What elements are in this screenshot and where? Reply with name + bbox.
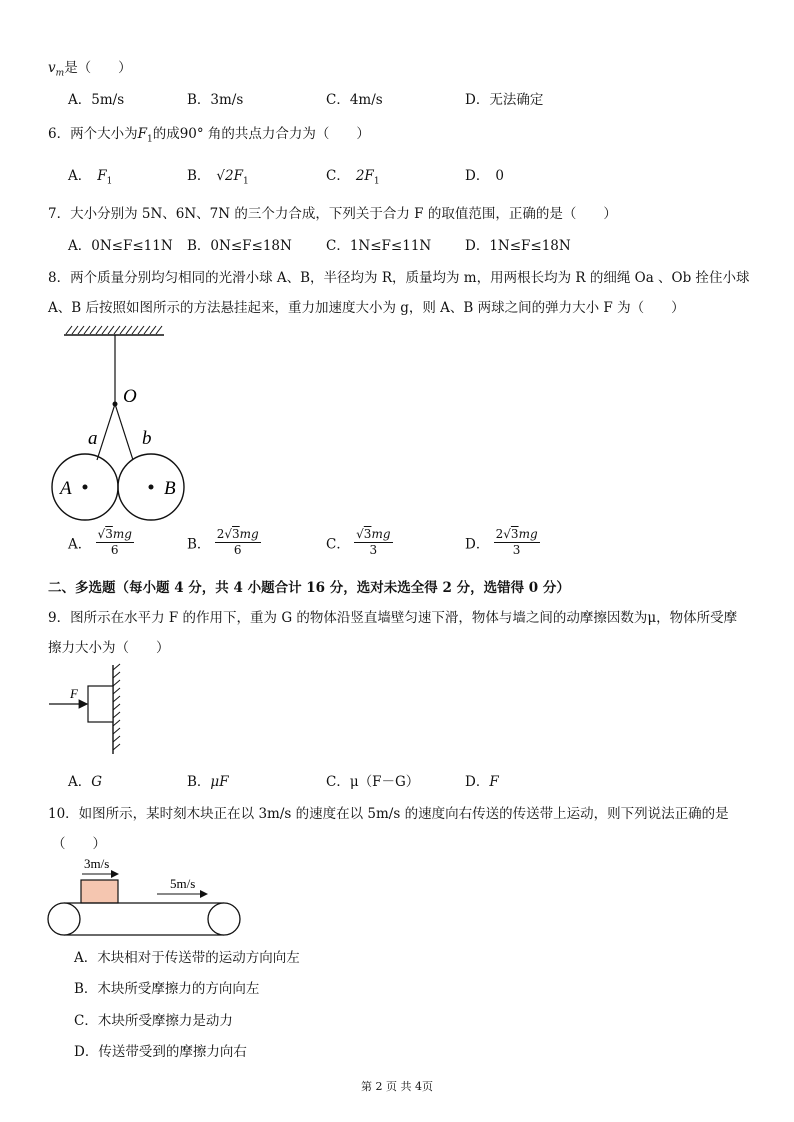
q5-option-a[interactable] (68, 88, 124, 108)
q8-option-b[interactable] (187, 528, 261, 557)
option-letter: A． (74, 950, 98, 966)
section-title: 二、多选题（每小题 4 分，共 4 小题合计 16 分，选对未选全得 2 分，选错得 0 分） (48, 580, 570, 596)
option-letter: B． (187, 92, 211, 108)
wood-block (81, 880, 118, 903)
fraction-numerator: √3mg (96, 528, 134, 543)
q8-stem-line2: A、B 后按照如图所示的方法悬挂起来，重力加速度大小为 g，则 A、B 两球之间的弹力大小 F 为（ ） (48, 300, 685, 316)
q5-stem-tail (48, 56, 132, 79)
option-text: μF (210, 774, 229, 790)
var: mg (371, 527, 391, 541)
option-letter: A． (68, 238, 92, 254)
option-text: 木块所受摩擦力的方向向左 (97, 981, 260, 997)
option-fraction (96, 528, 134, 557)
label-a-string: a (88, 428, 98, 449)
option-letter: B． (187, 536, 211, 553)
q6-stem-pre: 6．两个大小为 (48, 126, 138, 142)
fraction-denominator: 6 (110, 543, 119, 558)
q10-option-d[interactable] (74, 1040, 247, 1060)
option-fraction (494, 528, 540, 557)
q5-option-b[interactable] (187, 88, 243, 108)
left-pulley (48, 903, 80, 935)
q10-stem-line1: 10．如图所示，某时刻木块正在以 3m/s 的速度在以 5m/s 的速度向右传送的传送带上运动，则下列说法正确的是 (48, 806, 729, 822)
q8-stem-line1: 8．两个质量分别均匀相同的光滑小球 A、B，半径均为 R，质量均为 m，用两根长均为 R 的细绳 Oa 、Ob 拴住小球 (48, 270, 750, 286)
option-letter: B． (187, 168, 211, 184)
belt-speed-label: 5m/s (170, 876, 196, 891)
ball-b-center (149, 485, 154, 490)
q6-option-b[interactable] (187, 164, 249, 187)
var: mg (239, 527, 259, 541)
option-letter: C． (326, 168, 350, 184)
option-text: 1N≤F≤18N (489, 238, 571, 254)
option-text: μ（F－G） (349, 774, 420, 790)
q8-option-a[interactable] (68, 528, 134, 557)
label-ball-a: A (60, 478, 72, 499)
fraction-denominator: 3 (512, 543, 521, 558)
option-text: 4m/s (349, 92, 383, 108)
option-letter: D． (465, 774, 490, 790)
q9-option-a[interactable] (68, 770, 102, 790)
option-text: 1N≤F≤11N (349, 238, 432, 254)
coef: 2 (216, 527, 225, 541)
option-letter: D． (465, 238, 490, 254)
q7-stem: 7．大小分别为 5N、6N、7N 的三个力合成，下列关于合力 F 的取值范围，正确的是（ ） (48, 206, 617, 222)
fraction-numerator: √3mg (354, 528, 392, 543)
option-letter: C． (326, 238, 350, 254)
option-text: F (97, 168, 107, 184)
q5-tail-text: 是（ ） (64, 60, 132, 76)
q7-option-d[interactable] (465, 234, 571, 254)
option-sub: 1 (373, 176, 380, 187)
q10-option-c[interactable] (74, 1009, 233, 1029)
q5-var: v (48, 60, 56, 76)
var: mg (112, 527, 132, 541)
q9-stem-line2: 擦力大小为（ ） (48, 640, 170, 656)
q6-option-c[interactable] (326, 164, 380, 187)
option-letter: C． (326, 536, 350, 553)
q9-option-c[interactable] (326, 770, 419, 790)
option-letter: B． (187, 774, 211, 790)
fraction-denominator: 3 (369, 543, 378, 558)
option-letter: D． (465, 168, 490, 184)
label-o: O (123, 386, 137, 407)
label-ball-b: B (164, 478, 176, 499)
option-text: 0N≤F≤11N (91, 238, 173, 254)
root: 3 (510, 527, 519, 541)
option-fraction (215, 528, 261, 557)
option-text: 5m/s (91, 92, 125, 108)
option-letter: A． (68, 92, 92, 108)
coef: 2 (495, 527, 504, 541)
option-text: F (489, 774, 499, 790)
right-pulley (208, 903, 240, 935)
option-letter: D． (465, 536, 490, 553)
label-b-string: b (142, 428, 152, 449)
q10-stem-line2: （ ） (52, 836, 106, 852)
q7-option-b[interactable] (187, 234, 292, 254)
string-ob (115, 404, 133, 460)
option-letter: C． (326, 774, 350, 790)
option-text: 木块所受摩擦力是动力 (97, 1013, 233, 1029)
string-oa (97, 404, 115, 460)
q8-option-d[interactable] (465, 528, 540, 557)
option-text: 2F (355, 168, 374, 184)
option-letter: C． (326, 92, 350, 108)
root: 3 (105, 527, 113, 541)
page-footer: 第 2 页 共 4页 (361, 1080, 433, 1093)
ceiling-hatch (66, 326, 162, 334)
q9-option-b[interactable] (187, 770, 229, 790)
q8-option-c[interactable] (326, 528, 393, 557)
option-text: G (91, 774, 103, 790)
q10-option-a[interactable] (74, 946, 300, 966)
root: 3 (232, 527, 240, 541)
q6-var: F (137, 126, 147, 142)
option-letter: A． (68, 168, 92, 184)
label-f: F (70, 686, 78, 701)
option-letter: B． (74, 981, 98, 997)
q9-stem-line1: 9．图所示在水平力 F 的作用下，重为 G 的物体沿竖直墙壁匀速下滑，物体与墙之间的动摩擦因数为μ，物体所受摩 (48, 610, 738, 626)
q6-stem (48, 122, 370, 145)
fraction-denominator: 6 (233, 543, 242, 558)
q5-var-sub: m (55, 68, 65, 79)
fraction-numerator: 2√3mg (494, 528, 540, 543)
wall-hatch (113, 664, 120, 750)
option-text: 3m/s (210, 92, 244, 108)
q9-figure (44, 660, 134, 760)
option-letter: A． (68, 774, 92, 790)
option-text: 无法确定 (489, 92, 544, 108)
option-text: 0N≤F≤18N (210, 238, 292, 254)
block (88, 686, 113, 722)
option-text: √2F (216, 168, 243, 184)
q6-option-d[interactable] (465, 164, 504, 184)
option-text: 传送带受到的摩擦力向右 (98, 1044, 247, 1060)
q6-var-sub: 1 (146, 134, 153, 145)
q5-option-c[interactable] (326, 88, 383, 108)
block-speed-label: 3m/s (84, 856, 110, 871)
fraction-numerator: 2√3mg (215, 528, 261, 543)
option-fraction (354, 528, 392, 557)
q10-figure (44, 854, 244, 940)
option-text: 木块相对于传送带的运动方向向左 (97, 950, 300, 966)
q9-option-d[interactable] (465, 770, 499, 790)
q6-option-a[interactable] (68, 164, 112, 187)
option-text: 0 (495, 168, 504, 184)
option-letter: D． (465, 92, 490, 108)
q5-option-d[interactable] (465, 88, 543, 108)
var: mg (518, 527, 538, 541)
root: 3 (363, 527, 372, 541)
q10-option-b[interactable] (74, 977, 259, 997)
q7-option-a[interactable] (68, 234, 173, 254)
option-letter: C． (74, 1013, 98, 1029)
option-sub: 1 (242, 176, 249, 187)
ball-a-center (83, 485, 88, 490)
option-letter: B． (187, 238, 211, 254)
option-sub: 1 (106, 176, 113, 187)
option-letter: A． (68, 536, 92, 553)
q6-stem-post: 的成90° 角的共点力合力为（ ） (152, 126, 370, 142)
q8-figure (40, 320, 200, 520)
option-letter: D． (74, 1044, 99, 1060)
q7-option-c[interactable] (326, 234, 431, 254)
